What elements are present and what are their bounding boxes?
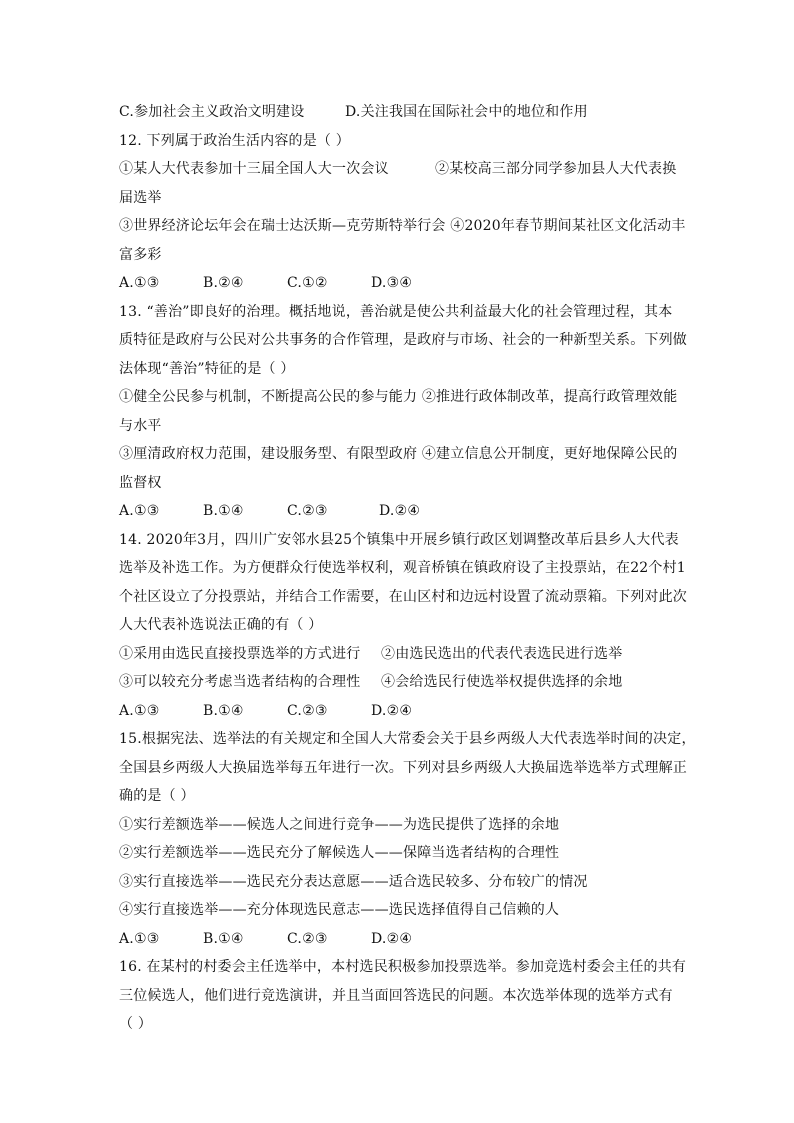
q15-option-3: ③实行直接选举——选民充分表达意愿——适合选民较多、分布较广的情况: [119, 873, 588, 890]
q15-choice-b[interactable]: B.①④: [203, 930, 244, 947]
q12-option-1: ①某人大代表参加十三届全国人大一次会议: [119, 161, 389, 177]
q14-option-4: ④会给选民行使选举权提供选择的余地: [381, 674, 623, 690]
q15-line-2: 全国县乡两级人大换届选举每五年进行一次。下列对县乡两级人大换届选举选举方式理解正: [119, 759, 687, 776]
q14-choice-d[interactable]: D.②④: [371, 702, 413, 719]
q12-choice-a[interactable]: A.①③: [119, 275, 160, 291]
exam-content: [119, 98, 696, 1039]
q13-line-6: ③厘清政府权力范围，建设服务型、有限型政府 ④建立信息公开制度，更好地保障公民的: [119, 446, 678, 462]
q12-stem: 12. 下列属于政治生活内容的是（ ）: [119, 132, 350, 149]
q12-choices: [119, 269, 679, 298]
q15-option-4: ④实行直接选举——充分体现选民意志——选民选择值得自己信赖的人: [119, 902, 560, 918]
q14-choice-a[interactable]: A.①③: [119, 702, 160, 719]
q14-option-3: ③可以较充分考虑当选者结构的合理性: [119, 674, 361, 690]
q14-options-12: [119, 640, 679, 669]
q12-choice-b[interactable]: B.②④: [203, 275, 244, 291]
q16-line-3: （ ）: [119, 1016, 153, 1032]
q12-options-34: ③世界经济论坛年会在瑞士达沃斯—克劳斯特举行会 ④2020年春节期间某社区文化活动丰: [119, 218, 686, 234]
q11-option-c: C.参加社会主义政治文明建设: [119, 104, 305, 120]
q15-choice-a[interactable]: A.①③: [119, 930, 160, 947]
q14-line-1: 14. 2020年3月，四川广安邻水县25个镇集中开展乡镇行政区划调整改革后县乡人大代表: [119, 531, 679, 548]
q12-options-12: [119, 155, 679, 184]
q13-choice-b[interactable]: B.①④: [203, 503, 244, 519]
q13-choice-a[interactable]: A.①③: [119, 503, 160, 519]
q15-choice-d[interactable]: D.②④: [371, 930, 413, 947]
q13-line-5: 与水平: [119, 417, 162, 434]
q13-line-3: 法体现“善治”特征的是（ ）: [119, 360, 295, 377]
q15-choices: [119, 925, 679, 954]
q15-line-1: 15.根据宪法、选举法的有关规定和全国人大常委会关于县乡两级人大代表选举时间的决定，: [119, 731, 696, 747]
q13-line-4: ①健全公民参与机制，不断提高公民的参与能力 ②推进行政体制改革，提高行政管理效能: [119, 389, 678, 405]
q12-option-4-cont: 富多彩: [119, 246, 162, 263]
q16-line-1: 16. 在某村的村委会主任选举中，本村选民积极参加投票选举。参加竞选村委会主任的共有: [119, 959, 687, 975]
q15-choice-c[interactable]: C.②③: [287, 930, 328, 947]
q13-choice-c[interactable]: C.②③: [287, 503, 328, 519]
q12-choice-c[interactable]: C.①②: [287, 275, 328, 291]
q14-option-2: ②由选民选出的代表代表选民进行选举: [381, 645, 623, 662]
q14-line-3: 个社区设立了分投票站，并结合工作需要，在山区村和边远村设置了流动票箱。下列对此次: [119, 588, 687, 605]
q14-option-1: ①采用由选民直接投票选举的方式进行: [119, 645, 361, 662]
q15-option-1: ①实行差额选举——候选人之间进行竞争——为选民提供了选择的余地: [119, 816, 560, 833]
q13-choices: [119, 497, 679, 526]
q12-choice-d[interactable]: D.③④: [371, 275, 413, 291]
q13-line-1: 13. “善治”即良好的治理。概括地说，善治就是使公共利益最大化的社会管理过程，其本: [119, 303, 673, 320]
q14-line-2: 选举及补选工作。为方便群众行使选举权利，观音桥镇在镇政府设了主投票站，在22个村1: [119, 560, 686, 576]
q12-option-2-cont: 届选举: [119, 189, 162, 206]
q16-line-2: 三位候选人，他们进行竞选演讲，并且当面回答选民的问题。本次选举体现的选举方式有: [119, 987, 673, 1004]
q14-options-34: [119, 668, 679, 697]
q15-line-3: 确的是（ ）: [119, 788, 195, 804]
q13-line-2: 质特征是政府与公民对公共事务的合作管理，是政府与市场、社会的一种新型关系。下列做: [119, 332, 687, 348]
q14-choice-c[interactable]: C.②③: [287, 702, 328, 719]
q13-line-7: 监督权: [119, 474, 162, 491]
q14-choices: [119, 697, 679, 726]
q13-choice-d[interactable]: D.②④: [379, 503, 421, 519]
q14-line-4: 人大代表补选说法正确的有（ ）: [119, 617, 323, 633]
q11-option-d: D.关注我国在国际社会中的地位和作用: [345, 104, 588, 120]
q12-option-2: ②某校高三部分同学参加县人大代表换: [435, 161, 677, 177]
q11-options-cd: [119, 98, 679, 127]
q14-choice-b[interactable]: B.①④: [203, 702, 244, 719]
q15-option-2: ②实行差额选举——选民充分了解候选人——保障当选者结构的合理性: [119, 845, 560, 861]
